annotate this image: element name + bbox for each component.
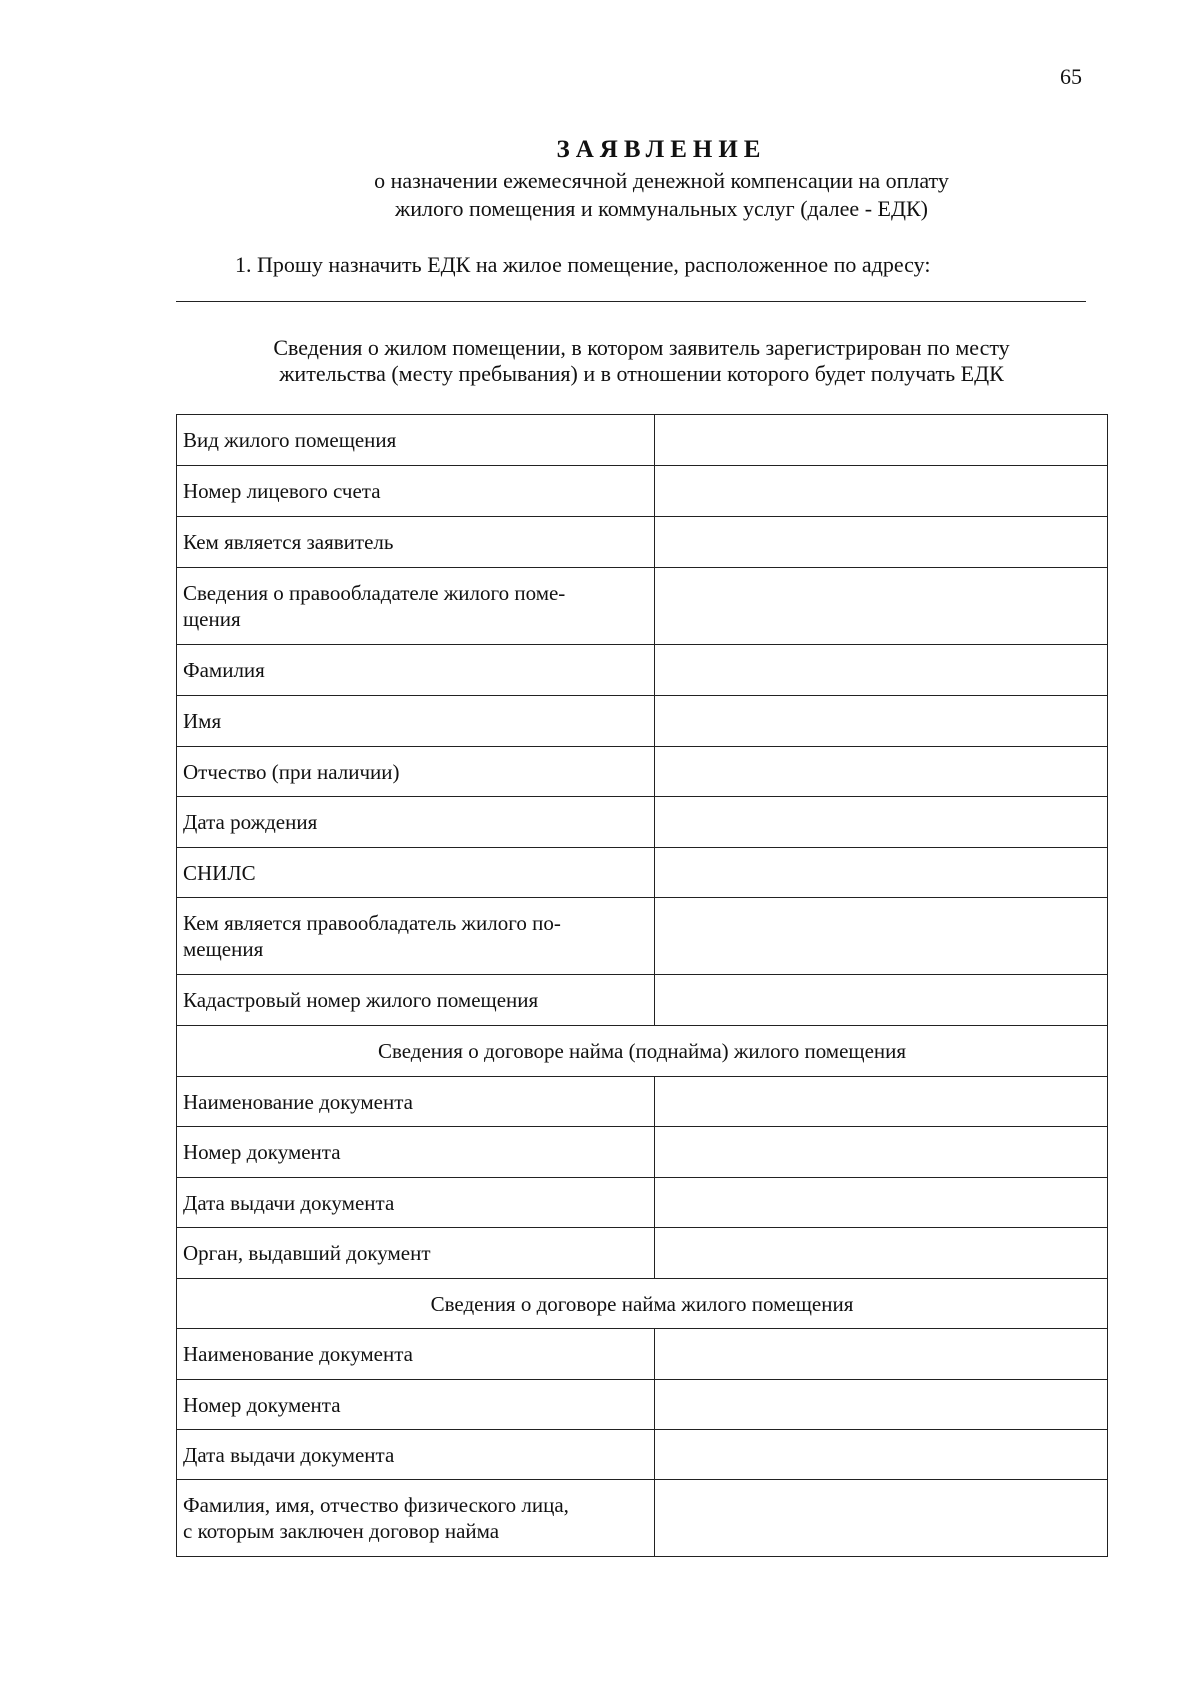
document-title: ЗАЯВЛЕНИЕ [556, 136, 767, 163]
table-row [177, 1077, 1108, 1127]
table-row [177, 568, 1108, 645]
section-heading-line-1: Сведения о жилом помещении, в котором заявитель зарегистрирован по месту [273, 335, 1010, 360]
row-label-line-1: Фамилия, имя, отчество физического лица, [183, 1493, 569, 1517]
row-value-field[interactable] [655, 415, 1108, 466]
table-row [177, 466, 1108, 517]
row-value-field[interactable] [655, 1380, 1108, 1430]
row-label-line-2: щения [183, 607, 241, 631]
row-value-field[interactable] [655, 1127, 1108, 1178]
row-label: Вид жилого помещения [177, 415, 655, 466]
dwelling-info-table [176, 414, 1108, 1557]
document-subtitle-line-1: о назначении ежемесячной денежной компенсации на оплату [374, 168, 949, 193]
table-row [177, 1329, 1108, 1380]
row-value-field[interactable] [655, 645, 1108, 696]
row-label [177, 568, 655, 645]
request-text: 1. Прошу назначить ЕДК на жилое помещение, расположенное по адресу: [235, 252, 931, 277]
address-input-line[interactable] [176, 301, 1086, 302]
table-row [177, 747, 1108, 797]
row-value-field[interactable] [655, 1178, 1108, 1228]
table-row [177, 1178, 1108, 1228]
table-section-heading: Сведения о договоре найма жилого помещения [177, 1279, 1108, 1329]
section-heading-line-2: жительства (месту пребывания) и в отношении которого будет получать ЕДК [279, 361, 1004, 386]
row-value-field[interactable] [655, 1077, 1108, 1127]
row-label: Наименование документа [177, 1329, 655, 1380]
row-label [177, 898, 655, 975]
row-value-field[interactable] [655, 1228, 1108, 1279]
table-row [177, 696, 1108, 747]
table-row [177, 848, 1108, 898]
table-section-row [177, 1026, 1108, 1077]
table-row [177, 898, 1108, 975]
table-section-heading: Сведения о договоре найма (поднайма) жилого помещения [177, 1026, 1108, 1077]
table-row [177, 415, 1108, 466]
row-label-line-2: с которым заключен договор найма [183, 1519, 500, 1543]
row-label: Номер документа [177, 1380, 655, 1430]
table-row [177, 645, 1108, 696]
row-value-field[interactable] [655, 517, 1108, 568]
row-label [177, 1480, 655, 1557]
row-label-line-1: Кем является правообладатель жилого по- [183, 911, 561, 935]
row-label: Номер документа [177, 1127, 655, 1178]
row-label: СНИЛС [177, 848, 655, 898]
row-label: Имя [177, 696, 655, 747]
row-value-field[interactable] [655, 848, 1108, 898]
row-label: Дата выдачи документа [177, 1430, 655, 1480]
row-value-field[interactable] [655, 1480, 1108, 1557]
table-row [177, 517, 1108, 568]
row-value-field[interactable] [655, 568, 1108, 645]
page-number: 65 [1060, 64, 1082, 89]
row-label: Кем является заявитель [177, 517, 655, 568]
row-value-field[interactable] [655, 975, 1108, 1026]
table-row [177, 1430, 1108, 1480]
row-label: Дата выдачи документа [177, 1178, 655, 1228]
row-label: Орган, выдавший документ [177, 1228, 655, 1279]
table-row [177, 1228, 1108, 1279]
row-value-field[interactable] [655, 1329, 1108, 1380]
row-label: Фамилия [177, 645, 655, 696]
row-label-line-2: мещения [183, 937, 264, 961]
table-row [177, 1480, 1108, 1557]
row-label: Номер лицевого счета [177, 466, 655, 517]
row-value-field[interactable] [655, 747, 1108, 797]
table-section-row [177, 1279, 1108, 1329]
document-subtitle-line-2: жилого помещения и коммунальных услуг (далее - ЕДК) [395, 196, 928, 221]
row-value-field[interactable] [655, 797, 1108, 848]
row-label-line-1: Сведения о правообладателе жилого поме- [183, 581, 566, 605]
row-value-field[interactable] [655, 898, 1108, 975]
table-row [177, 975, 1108, 1026]
row-label: Наименование документа [177, 1077, 655, 1127]
row-value-field[interactable] [655, 1430, 1108, 1480]
row-value-field[interactable] [655, 466, 1108, 517]
table-row [177, 797, 1108, 848]
row-label: Дата рождения [177, 797, 655, 848]
row-value-field[interactable] [655, 696, 1108, 747]
table-row [177, 1380, 1108, 1430]
row-label: Отчество (при наличии) [177, 747, 655, 797]
table-row [177, 1127, 1108, 1178]
row-label: Кадастровый номер жилого помещения [177, 975, 655, 1026]
